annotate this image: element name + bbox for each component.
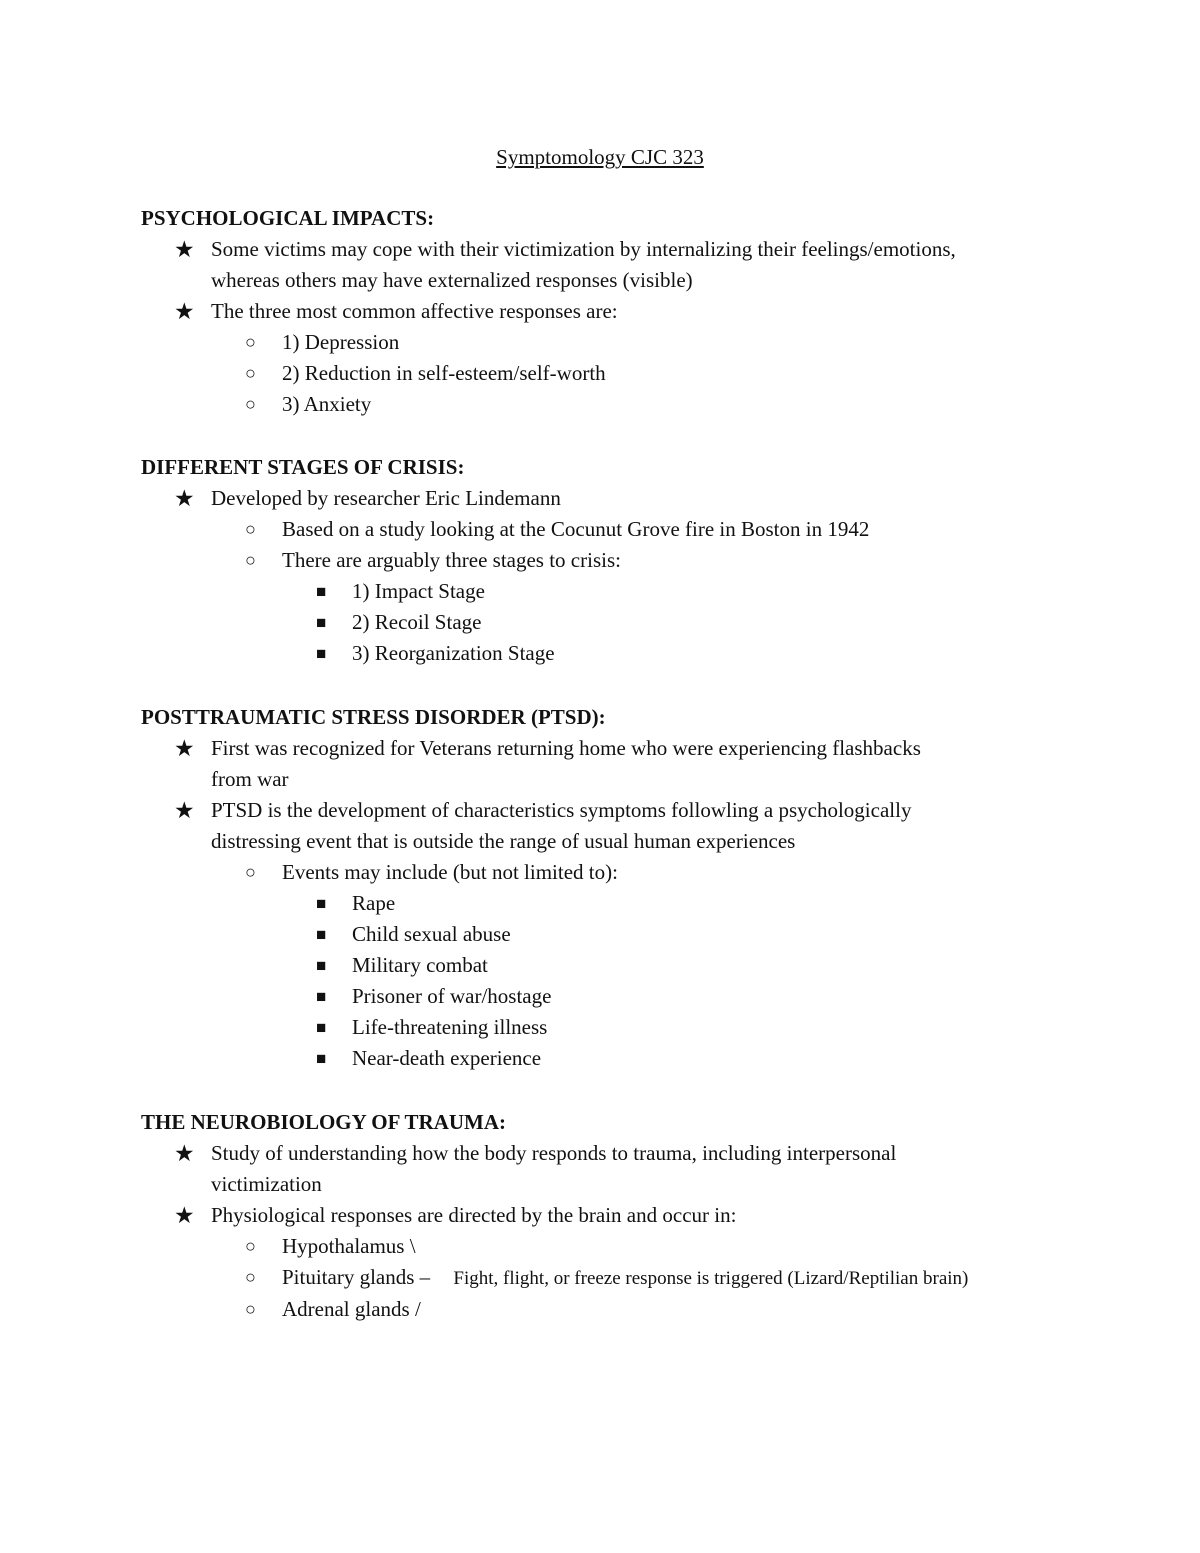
circle-icon: ○ [245, 363, 256, 383]
bullet-item [141, 795, 1141, 826]
bullet-text: 3) Anxiety [282, 392, 372, 416]
sub-bullet-item [141, 857, 1141, 888]
bullet-text: Near-death experience [352, 1046, 542, 1070]
bullet-continuation [141, 826, 1141, 857]
sub-bullet-item [141, 389, 1141, 420]
sub-sub-bullet-item [141, 919, 1141, 950]
star-icon: ★ [174, 299, 195, 324]
bullet-text: Military combat [352, 953, 488, 977]
fight-flight-freeze-note: Fight, flight, or freeze response is triggered (Lizard/Reptilian brain) [453, 1268, 969, 1289]
bullet-text: distressing event that is outside the range of usual human experiences [211, 829, 796, 853]
document-title: Symptomology CJC 323 [496, 145, 704, 169]
circle-icon: ○ [245, 1236, 256, 1256]
sub-sub-bullet-item [141, 1012, 1141, 1043]
bullet-text: Life-threatening illness [352, 1015, 548, 1039]
star-icon: ★ [174, 486, 195, 511]
bullet-text: from war [211, 767, 289, 791]
square-icon: ■ [316, 925, 327, 944]
bullet-item [141, 733, 1141, 764]
sub-bullet-item [141, 514, 1141, 545]
sub-bullet-item [141, 1262, 1141, 1294]
bullet-text: PTSD is the development of characteristics symptoms followling a psychologically [211, 798, 912, 822]
circle-icon: ○ [245, 1267, 256, 1287]
bullet-text: Pituitary glands – [282, 1265, 431, 1289]
bullet-text: Prisoner of war/hostage [352, 984, 552, 1008]
bullet-text: Hypothalamus \ [282, 1234, 416, 1258]
section-neurobiology-of-trauma [141, 1107, 1141, 1325]
bullet-item [141, 1138, 1141, 1169]
bullet-text: Events may include (but not limited to): [282, 860, 618, 884]
bullet-text: Study of understanding how the body responds to trauma, including interpersonal [211, 1141, 897, 1165]
bullet-text: 1) Depression [282, 330, 400, 354]
bullet-text: First was recognized for Veterans returning home who were experiencing flashbacks [211, 736, 921, 760]
circle-icon: ○ [245, 1299, 256, 1319]
bullet-text: Based on a study looking at the Cocunut Grove fire in Boston in 1942 [282, 517, 870, 541]
bullet-text: Some victims may cope with their victimization by internalizing their feelings/emotions, [211, 237, 956, 261]
square-icon: ■ [316, 987, 327, 1006]
sub-sub-bullet-item [141, 607, 1141, 638]
bullet-text: Developed by researcher Eric Lindemann [211, 486, 561, 510]
bullet-item [141, 1200, 1141, 1231]
bullet-text: whereas others may have externalized responses (visible) [211, 268, 693, 292]
bullet-text: The three most common affective responses are: [211, 299, 618, 323]
circle-icon: ○ [245, 862, 256, 882]
section-heading: POSTTRAUMATIC STRESS DISORDER (PTSD): [141, 705, 606, 729]
bullet-text: 2) Recoil Stage [352, 610, 482, 634]
bullet-continuation [141, 1169, 1141, 1200]
square-icon: ■ [316, 1049, 327, 1068]
sub-sub-bullet-item [141, 981, 1141, 1012]
sub-bullet-item [141, 358, 1141, 389]
sub-sub-bullet-item [141, 576, 1141, 607]
square-icon: ■ [316, 894, 327, 913]
sub-bullet-item [141, 327, 1141, 358]
bullet-continuation [141, 764, 1141, 795]
sub-sub-bullet-item [141, 1043, 1141, 1074]
bullet-text: 3) Reorganization Stage [352, 641, 555, 665]
bullet-text: Physiological responses are directed by the brain and occur in: [211, 1203, 737, 1227]
bullet-text: Child sexual abuse [352, 922, 511, 946]
star-icon: ★ [174, 798, 195, 823]
bullet-item [141, 234, 1141, 265]
star-icon: ★ [174, 1141, 195, 1166]
sub-bullet-item [141, 1294, 1141, 1325]
bullet-text: victimization [211, 1172, 322, 1196]
sub-sub-bullet-item [141, 950, 1141, 981]
bullet-item [141, 296, 1141, 327]
section-ptsd [141, 702, 1141, 1074]
bullet-item [141, 483, 1141, 514]
square-icon: ■ [316, 1018, 327, 1037]
sub-bullet-item [141, 545, 1141, 576]
circle-icon: ○ [245, 519, 256, 539]
bullet-continuation [141, 265, 1141, 296]
circle-icon: ○ [245, 394, 256, 414]
sub-sub-bullet-item [141, 888, 1141, 919]
section-stages-of-crisis [141, 452, 1141, 669]
bullet-text: 1) Impact Stage [352, 579, 485, 603]
square-icon: ■ [316, 956, 327, 975]
bullet-text: Rape [352, 891, 396, 915]
star-icon: ★ [174, 237, 195, 262]
square-icon: ■ [316, 644, 327, 663]
bullet-text: Adrenal glands / [282, 1297, 421, 1321]
square-icon: ■ [316, 613, 327, 632]
section-heading: DIFFERENT STAGES OF CRISIS: [141, 455, 465, 479]
bullet-text: 2) Reduction in self-esteem/self-worth [282, 361, 606, 385]
section-heading: PSYCHOLOGICAL IMPACTS: [141, 206, 435, 230]
circle-icon: ○ [245, 550, 256, 570]
section-psychological-impacts [141, 203, 1141, 420]
section-heading: THE NEUROBIOLOGY OF TRAUMA: [141, 1110, 506, 1134]
star-icon: ★ [174, 1203, 195, 1228]
square-icon: ■ [316, 582, 327, 601]
circle-icon: ○ [245, 332, 256, 352]
sub-bullet-item [141, 1231, 1141, 1262]
star-icon: ★ [174, 736, 195, 761]
sub-sub-bullet-item [141, 638, 1141, 669]
bullet-text: There are arguably three stages to crisis: [282, 548, 621, 572]
